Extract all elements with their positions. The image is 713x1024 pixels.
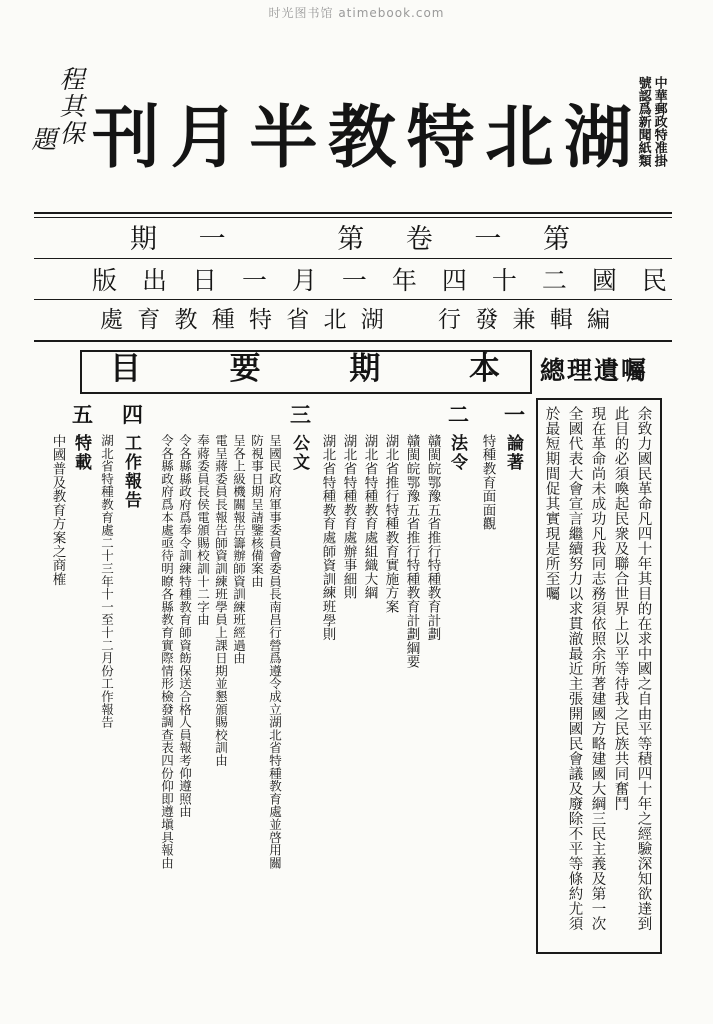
toc-item[interactable]: 令各縣政府爲本處亟待明瞭各縣教育實際情形檢發調查表四份仰即遵塡具報由 bbox=[159, 434, 175, 870]
rule-top-thin bbox=[34, 217, 672, 218]
issue-char: 期 bbox=[130, 224, 157, 255]
registration-line-2: 號認爲新聞紙類 bbox=[635, 76, 651, 167]
contents-title bbox=[110, 351, 500, 387]
toc-section-number: 二 bbox=[448, 402, 469, 427]
issue-char: 第 bbox=[337, 224, 365, 255]
toc-item[interactable]: 湖北省特種教育處組織大綱 bbox=[361, 434, 378, 600]
toc-item[interactable]: 令各縣縣政府爲奉令訓練特種教育師資飭保送合格人員報考仰遵照由 bbox=[177, 434, 193, 818]
editor-char: 北 bbox=[323, 307, 347, 333]
toc-item[interactable]: 奉蔣委員長侯電頒賜校訓十二字由 bbox=[195, 434, 211, 626]
will-column: 此目的必須喚起民衆及聯合世界上以平等待我之民族共同奮鬥 bbox=[612, 406, 629, 811]
date-char: 國 bbox=[591, 266, 617, 295]
toc-item[interactable]: 電呈蔣委員長報告師資訓練班學員上課日期並懇頒賜校訓由 bbox=[213, 434, 229, 767]
editor-char: 兼 bbox=[512, 307, 536, 333]
date-char: 十 bbox=[491, 266, 517, 295]
toc-item[interactable]: 特種教育面面觀 bbox=[479, 434, 496, 531]
date-char: 年 bbox=[391, 266, 417, 295]
issue-char: 一 bbox=[198, 224, 226, 255]
date-char: 四 bbox=[441, 266, 467, 295]
rule-top bbox=[34, 212, 672, 214]
contents-title-char: 本 bbox=[468, 351, 500, 387]
date-char: 出 bbox=[141, 266, 167, 295]
issue-char: 一 bbox=[474, 224, 502, 255]
title-char: 特 bbox=[406, 98, 475, 178]
rule-editor bbox=[34, 340, 672, 342]
title-char: 教 bbox=[327, 98, 396, 178]
toc-section-number: 三 bbox=[290, 402, 311, 427]
date-char: 月 bbox=[291, 266, 317, 295]
registration-line-1: 中華郵政特准掛 bbox=[651, 76, 667, 167]
contents-title-char: 要 bbox=[229, 351, 261, 387]
editor-char: 教 bbox=[174, 307, 198, 333]
title-char: 月 bbox=[170, 98, 239, 178]
title-char: 刊 bbox=[92, 98, 161, 178]
inscription-title: 題 bbox=[28, 126, 57, 153]
toc-item[interactable]: 中國普及教育方案之商榷 bbox=[49, 434, 66, 586]
publication-date bbox=[92, 268, 667, 293]
watermark: 时光图书馆 atimebook.com bbox=[268, 6, 445, 20]
editor-char: 特 bbox=[249, 307, 272, 333]
toc-item[interactable]: 呈各上級機關報告籌辦師資訓練班經過由 bbox=[231, 434, 247, 665]
toc-section-heading[interactable]: 公文 bbox=[289, 434, 309, 472]
date-char: 二 bbox=[541, 266, 567, 295]
toc-item[interactable]: 湖北省推行特種教育實施方案 bbox=[382, 434, 399, 614]
date-char: 一 bbox=[241, 266, 267, 295]
issue-char: 第 bbox=[542, 224, 570, 255]
toc-section-heading[interactable]: 特載 bbox=[71, 434, 91, 472]
toc-section-number: 一 bbox=[504, 402, 525, 427]
date-char: 日 bbox=[191, 266, 217, 295]
editor-char: 輯 bbox=[549, 307, 573, 333]
toc-item[interactable]: 呈國民政府軍事委員會委員長南昌行營爲遵令成立湖北省特種教育處並啓用關 bbox=[267, 434, 283, 870]
editor-char: 種 bbox=[211, 307, 235, 333]
editor-char: 處 bbox=[100, 307, 123, 333]
title-char: 湖 bbox=[563, 98, 632, 178]
will-column: 現在革命尚未成功凡我同志務須依照余所著建國方略建國大綱三民主義及第一次 bbox=[589, 406, 606, 931]
toc-item[interactable]: 湖北省特種教育處師資訓練班學則 bbox=[319, 434, 336, 641]
toc-item[interactable]: 防視事日期呈請鑒核備案由 bbox=[249, 434, 265, 588]
editor-char: 發 bbox=[475, 307, 499, 333]
date-char: 版 bbox=[92, 266, 118, 295]
will-column: 余致力國民革命凡四十年其目的在求中國之自由平等積四十年之經驗深知欲達到 bbox=[635, 406, 652, 931]
toc-item[interactable]: 湖北省特種教育處辦事細則 bbox=[340, 434, 357, 600]
editor-char: 湖 bbox=[360, 307, 384, 333]
editor-publisher bbox=[100, 309, 610, 332]
toc-section-number: 五 bbox=[72, 402, 93, 427]
issue-line bbox=[130, 226, 570, 253]
masthead-title bbox=[92, 88, 632, 188]
editor-char: 省 bbox=[286, 307, 310, 333]
date-char: 一 bbox=[341, 266, 367, 295]
rule-issue bbox=[34, 258, 672, 259]
title-char: 北 bbox=[485, 98, 554, 178]
toc-item[interactable]: 贛閩皖鄂豫五省推行特種教育計劃綱要 bbox=[403, 434, 420, 669]
date-char: 民 bbox=[641, 266, 667, 295]
toc-section-heading[interactable]: 工作報告 bbox=[121, 434, 141, 510]
editor-char: 編 bbox=[587, 307, 610, 333]
editor-char: 育 bbox=[137, 307, 161, 333]
will-column: 全國代表大會宣言繼續努力以求貫澈最近主張開國民會議及廢除不平等條約尤須 bbox=[566, 406, 583, 931]
will-column: 於最短期間促其實現是所至囑 bbox=[543, 406, 560, 601]
will-title: 總理遺囑 bbox=[540, 356, 649, 385]
rule-date bbox=[34, 299, 672, 300]
toc-item[interactable]: 贛閩皖鄂豫五省推行特種教育計劃 bbox=[424, 434, 441, 641]
contents-title-char: 目 bbox=[110, 351, 141, 387]
editor-char: 行 bbox=[438, 307, 461, 333]
toc-item[interactable]: 湖北省特種教育處二十三年十一至十二月份工作報告 bbox=[99, 434, 115, 729]
toc-section-heading[interactable]: 法令 bbox=[447, 434, 467, 472]
toc-section-heading[interactable]: 論著 bbox=[503, 434, 523, 472]
title-char: 半 bbox=[249, 98, 318, 178]
toc-section-number: 四 bbox=[122, 402, 143, 427]
contents-title-char: 期 bbox=[349, 351, 381, 387]
issue-char: 卷 bbox=[405, 224, 433, 255]
inscription-name: 程其保 bbox=[56, 66, 85, 147]
